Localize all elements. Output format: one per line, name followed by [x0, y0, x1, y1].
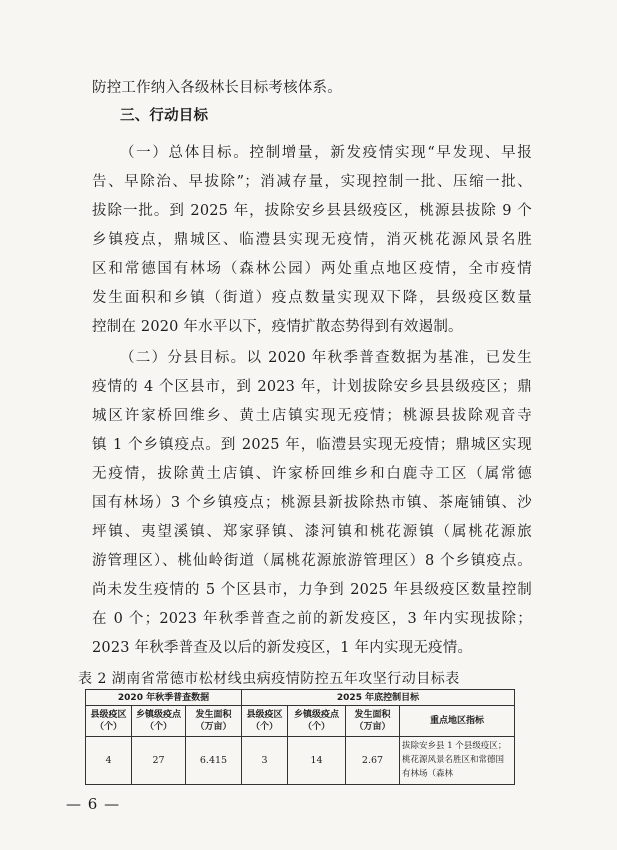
targets-table — [85, 689, 515, 785]
paragraph-line: （二）分县目标。以 2020 年秋季普查数据为基准，已发生 — [120, 350, 532, 366]
column-header: 重点地区指标 — [400, 706, 515, 737]
table-cell: 14 — [288, 737, 346, 785]
paragraph-line: 疫情的 4 个区县市，到 2023 年，计划拔除安乡县县级疫区；鼎 — [92, 379, 532, 395]
paragraph-line: 坪镇、夷望溪镇、郑家驿镇、漆河镇和桃花源镇（属桃花源旅 — [92, 524, 532, 540]
paragraph-line: 在 0 个；2023 年秋季普查之前的新发疫区，3 年内实现拔除； — [92, 611, 532, 627]
table-group-header-row — [86, 690, 515, 706]
paragraph-line: 城区许家桥回维乡、黄土店镇实现无疫情；桃源县拔除观音寺 — [92, 408, 532, 424]
column-header: 乡镇级疫点（个） — [132, 706, 186, 737]
group-header-2020: 2020 年秋季普查数据 — [86, 690, 242, 706]
paragraph-line: 区和常德国有林场（森林公园）两处重点地区疫情，全市疫情 — [92, 261, 532, 277]
column-header: 县级疫区（个） — [242, 706, 288, 737]
column-header: 县级疫区（个） — [86, 706, 132, 737]
paragraph-line: 国有林场）3 个乡镇疫点；桃源县新拔除热市镇、茶庵铺镇、沙 — [92, 495, 532, 511]
table-cell: 4 — [86, 737, 132, 785]
paragraph-line: 尚未发生疫情的 5 个区县市，力争到 2025 年县级疫区数量控制 — [92, 582, 532, 598]
table-column-header-row — [86, 706, 515, 737]
table-cell: 6.415 — [186, 737, 242, 785]
group-header-2025: 2025 年底控制目标 — [242, 690, 515, 706]
table-cell-key-areas: 拔除安乡县 1 个县级疫区；桃花源风景名胜区和常德国有林场（森林 — [400, 737, 515, 785]
paragraph-line: 拔除一批。到 2025 年，拔除安乡县县级疫区，桃源县拔除 9 个 — [92, 203, 532, 219]
paragraph-line: 游管理区）、桃仙岭街道（属桃花源旅游管理区）8 个乡镇疫点。 — [92, 553, 532, 569]
table-row — [86, 737, 515, 785]
paragraph-line: 防控工作纳入各级林长目标考核体系。 — [92, 80, 342, 96]
column-header: 发生面积（万亩） — [346, 706, 400, 737]
section-heading: 三、行动目标 — [120, 108, 209, 124]
table-cell: 2.67 — [346, 737, 400, 785]
paragraph-line: （一）总体目标。控制增量，新发疫情实现“早发现、早报 — [120, 145, 532, 161]
paragraph-line: 控制在 2020 年水平以下，疫情扩散态势得到有效遏制。 — [92, 319, 463, 335]
paragraph-line: 镇 1 个乡镇疫点。到 2025 年，临澧县实现无疫情；鼎城区实现 — [92, 437, 532, 453]
table-caption: 表 2 湖南省常德市松材线虫病疫情防控五年攻坚行动目标表 — [78, 671, 460, 687]
paragraph-line: 乡镇疫点，鼎城区、临澧县实现无疫情，消灭桃花源风景名胜 — [92, 232, 532, 248]
paragraph-line: 2023 年秋季普查及以后的新发疫区，1 年内实现无疫情。 — [92, 640, 473, 656]
paragraph-line: 发生面积和乡镇（街道）疫点数量实现双下降，县级疫区数量 — [92, 290, 532, 306]
table-cell: 3 — [242, 737, 288, 785]
table-cell: 27 — [132, 737, 186, 785]
page-number: — 6 — — [66, 795, 121, 813]
column-header: 发生面积（万亩） — [186, 706, 242, 737]
paragraph-line: 告、早除治、早拔除”；消减存量，实现控制一批、压缩一批、 — [92, 174, 532, 190]
paragraph-line: 无疫情，拔除黄土店镇、许家桥回维乡和白鹿寺工区（属常德 — [92, 466, 532, 482]
column-header: 乡镇级疫点（个） — [288, 706, 346, 737]
